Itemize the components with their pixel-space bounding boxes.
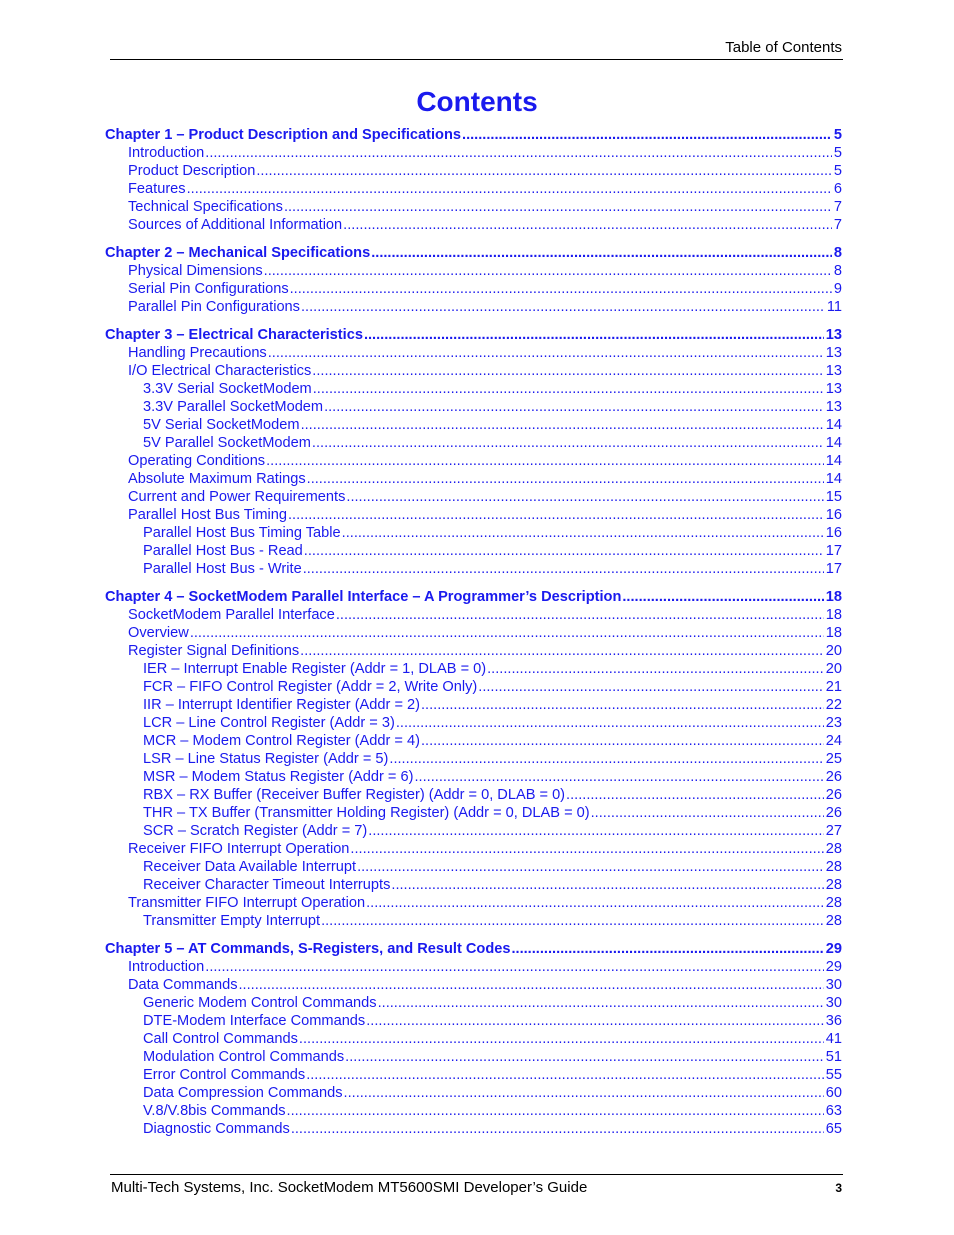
toc-entry-page: 51 xyxy=(825,1049,842,1065)
toc-entry-page: 22 xyxy=(825,697,842,713)
toc-entry-page: 13 xyxy=(825,381,842,397)
toc-entry-page: 7 xyxy=(833,199,842,215)
toc-entry-title: Register Signal Definitions xyxy=(128,643,300,659)
toc-entry-page: 5 xyxy=(833,163,842,179)
toc-entry-title: MSR – Modem Status Register (Addr = 6) xyxy=(143,769,414,785)
toc-entry-page: 14 xyxy=(825,471,842,487)
toc-subsection-entry[interactable] xyxy=(105,768,842,786)
page-header xyxy=(110,37,843,60)
toc-entry-title: Call Control Commands xyxy=(143,1031,298,1047)
toc-dot-leader xyxy=(421,696,824,714)
toc-entry-page: 29 xyxy=(825,941,842,957)
toc-entry-title: Receiver FIFO Interrupt Operation xyxy=(128,841,350,857)
toc-entry-title: LSR – Line Status Register (Addr = 5) xyxy=(143,751,389,767)
toc-entry-page: 18 xyxy=(825,589,842,605)
toc-subsection-entry[interactable] xyxy=(105,398,842,416)
toc-dot-leader xyxy=(301,416,824,434)
toc-dot-leader xyxy=(591,804,824,822)
toc-dot-leader xyxy=(307,470,824,488)
toc-entry-title: LCR – Line Control Register (Addr = 3) xyxy=(143,715,395,731)
page-footer xyxy=(110,1174,843,1196)
toc-subsection-entry[interactable] xyxy=(105,750,842,768)
toc-section-entry[interactable] xyxy=(105,162,842,180)
toc-dot-leader xyxy=(344,1084,824,1102)
toc-subsection-entry[interactable] xyxy=(105,1066,842,1084)
toc-entry-page: 30 xyxy=(825,995,842,1011)
toc-subsection-entry[interactable] xyxy=(105,858,842,876)
toc-entry-title: Parallel Host Bus Timing xyxy=(128,507,287,523)
toc-entry-page: 15 xyxy=(825,489,842,505)
toc-dot-leader xyxy=(343,216,832,234)
toc-entry-title: Chapter 5 – AT Commands, S-Registers, and Result Codes xyxy=(105,941,511,957)
toc-entry-title: Introduction xyxy=(128,959,205,975)
toc-dot-leader xyxy=(345,1048,824,1066)
toc-section-entry[interactable] xyxy=(105,180,842,198)
toc-subsection-entry[interactable] xyxy=(105,714,842,732)
toc-entry-page: 9 xyxy=(833,281,842,297)
toc-section-entry[interactable] xyxy=(105,894,842,912)
toc-entry-page: 13 xyxy=(825,363,842,379)
toc-section-entry[interactable] xyxy=(105,606,842,624)
toc-section-entry[interactable] xyxy=(105,470,842,488)
toc-entry-page: 60 xyxy=(825,1085,842,1101)
toc-entry-page: 26 xyxy=(825,805,842,821)
toc-dot-leader xyxy=(304,542,824,560)
toc-subsection-entry[interactable] xyxy=(105,416,842,434)
toc-entry-page: 16 xyxy=(825,507,842,523)
toc-dot-leader xyxy=(368,822,824,840)
toc-section-entry[interactable] xyxy=(105,362,842,380)
toc-dot-leader xyxy=(256,162,832,180)
page-title: Contents xyxy=(416,86,538,117)
toc-entry-page: 28 xyxy=(825,895,842,911)
toc-subsection-entry[interactable] xyxy=(105,994,842,1012)
toc-dot-leader xyxy=(396,714,824,732)
toc-subsection-entry[interactable] xyxy=(105,1012,842,1030)
toc-entry-title: Modulation Control Commands xyxy=(143,1049,345,1065)
toc-dot-leader xyxy=(300,642,824,660)
toc-entry-title: DTE-Modem Interface Commands xyxy=(143,1013,366,1029)
toc-entry-title: Chapter 4 – SocketModem Parallel Interface – A Programmer’s Description xyxy=(105,589,622,605)
toc-entry-page: 8 xyxy=(833,245,842,261)
toc-dot-leader xyxy=(511,940,823,958)
toc-subsection-entry[interactable] xyxy=(105,560,842,578)
toc-entry-page: 13 xyxy=(825,345,842,361)
toc-section-entry[interactable] xyxy=(105,976,842,994)
toc-chapter-entry[interactable] xyxy=(105,244,842,262)
toc-subsection-entry[interactable] xyxy=(105,380,842,398)
toc-entry-page: 23 xyxy=(825,715,842,731)
toc-section-entry[interactable] xyxy=(105,298,842,316)
toc-entry-title: Features xyxy=(128,181,186,197)
toc-dot-leader xyxy=(266,452,824,470)
toc-entry-title: Parallel Pin Configurations xyxy=(128,299,300,315)
toc-section-entry[interactable] xyxy=(105,488,842,506)
toc-dot-leader xyxy=(324,398,824,416)
toc-entry-page: 27 xyxy=(825,823,842,839)
toc-entry-title: Absolute Maximum Ratings xyxy=(128,471,306,487)
toc-entry-page: 28 xyxy=(825,877,842,893)
toc-dot-leader xyxy=(190,624,824,642)
toc-entry-page: 20 xyxy=(825,661,842,677)
toc-entry-title: MCR – Modem Control Register (Addr = 4) xyxy=(143,733,420,749)
toc-subsection-entry[interactable] xyxy=(105,1030,842,1048)
toc-entry-page: 17 xyxy=(825,543,842,559)
toc-entry-title: IIR – Interrupt Identifier Register (Addr = 2) xyxy=(143,697,420,713)
toc-entry-page: 29 xyxy=(825,959,842,975)
toc-subsection-entry[interactable] xyxy=(105,1120,842,1138)
toc-entry-title: I/O Electrical Characteristics xyxy=(128,363,312,379)
toc-entry-page: 24 xyxy=(825,733,842,749)
toc-chapter-entry[interactable] xyxy=(105,326,842,344)
toc-dot-leader xyxy=(301,298,825,316)
toc-subsection-entry[interactable] xyxy=(105,822,842,840)
toc-entry-title: Data Commands xyxy=(128,977,238,993)
toc-subsection-entry[interactable] xyxy=(105,786,842,804)
toc-entry-page: 5 xyxy=(833,145,842,161)
toc-section-entry[interactable] xyxy=(105,198,842,216)
toc-subsection-entry[interactable] xyxy=(105,876,842,894)
toc-entry-title: Operating Conditions xyxy=(128,453,266,469)
toc-entry-title: Transmitter Empty Interrupt xyxy=(143,913,321,929)
toc-entry-page: 5 xyxy=(833,127,842,143)
toc-chapter-entry[interactable] xyxy=(105,940,842,958)
toc-entry-page: 28 xyxy=(825,841,842,857)
toc-entry-title: THR – TX Buffer (Transmitter Holding Register) (Addr = 0, DLAB = 0) xyxy=(143,805,590,821)
toc-dot-leader xyxy=(291,1120,824,1138)
toc-subsection-entry[interactable] xyxy=(105,678,842,696)
toc-entry-title: Parallel Host Bus - Read xyxy=(143,543,303,559)
toc-entry-title: Current and Power Requirements xyxy=(128,489,346,505)
toc-entry-page: 55 xyxy=(825,1067,842,1083)
table-of-contents xyxy=(105,126,842,1138)
toc-dot-leader xyxy=(462,126,832,144)
toc-dot-leader xyxy=(287,1102,824,1120)
toc-subsection-entry[interactable] xyxy=(105,804,842,822)
toc-dot-leader xyxy=(371,244,832,262)
toc-dot-leader xyxy=(342,524,824,542)
toc-dot-leader xyxy=(566,786,824,804)
toc-entry-title: Serial Pin Configurations xyxy=(128,281,289,297)
toc-entry-title: Data Compression Commands xyxy=(143,1085,343,1101)
toc-entry-page: 18 xyxy=(825,607,842,623)
toc-subsection-entry[interactable] xyxy=(105,542,842,560)
toc-dot-leader xyxy=(205,958,824,976)
toc-entry-title: Introduction xyxy=(128,145,205,161)
toc-subsection-entry[interactable] xyxy=(105,732,842,750)
toc-dot-leader xyxy=(268,344,824,362)
toc-subsection-entry[interactable] xyxy=(105,660,842,678)
footer-page-number: 3 xyxy=(835,1181,842,1195)
toc-dot-leader xyxy=(290,280,832,298)
toc-dot-leader xyxy=(478,678,824,696)
toc-entry-page: 8 xyxy=(833,263,842,279)
toc-entry-page: 28 xyxy=(825,913,842,929)
toc-dot-leader xyxy=(389,750,823,768)
toc-entry-page: 36 xyxy=(825,1013,842,1029)
toc-dot-leader xyxy=(284,198,832,216)
toc-section-entry[interactable] xyxy=(105,958,842,976)
toc-entry-title: Sources of Additional Information xyxy=(128,217,343,233)
toc-chapter-entry[interactable] xyxy=(105,588,842,606)
toc-entry-page: 11 xyxy=(826,299,842,315)
toc-subsection-entry[interactable] xyxy=(105,1084,842,1102)
toc-dot-leader xyxy=(487,660,824,678)
toc-dot-leader xyxy=(239,976,824,994)
toc-entry-title: Parallel Host Bus - Write xyxy=(143,561,302,577)
toc-entry-page: 28 xyxy=(825,859,842,875)
toc-entry-title: Receiver Character Timeout Interrupts xyxy=(143,877,391,893)
toc-entry-page: 21 xyxy=(825,679,842,695)
toc-dot-leader xyxy=(187,180,832,198)
toc-entry-page: 16 xyxy=(825,525,842,541)
toc-section-entry[interactable] xyxy=(105,642,842,660)
toc-dot-leader xyxy=(622,588,823,606)
toc-dot-leader xyxy=(364,326,824,344)
toc-section-entry[interactable] xyxy=(105,506,842,524)
toc-entry-page: 65 xyxy=(825,1121,842,1137)
toc-entry-page: 14 xyxy=(825,417,842,433)
toc-entry-title: Chapter 2 – Mechanical Specifications xyxy=(105,245,371,261)
toc-section-entry[interactable] xyxy=(105,144,842,162)
toc-entry-title: Chapter 3 – Electrical Characteristics xyxy=(105,327,363,343)
toc-entry-page: 14 xyxy=(825,453,842,469)
toc-entry-title: Chapter 1 – Product Description and Specifications xyxy=(105,127,462,143)
toc-entry-title: Generic Modem Control Commands xyxy=(143,995,377,1011)
toc-entry-title: FCR – FIFO Control Register (Addr = 2, Write Only) xyxy=(143,679,478,695)
toc-dot-leader xyxy=(303,560,824,578)
toc-chapter-entry[interactable] xyxy=(105,126,842,144)
toc-entry-page: 6 xyxy=(833,181,842,197)
toc-entry-title: Receiver Data Available Interrupt xyxy=(143,859,357,875)
toc-entry-title: Error Control Commands xyxy=(143,1067,306,1083)
toc-entry-page: 7 xyxy=(833,217,842,233)
toc-dot-leader xyxy=(306,1066,824,1084)
toc-entry-title: Diagnostic Commands xyxy=(143,1121,290,1137)
toc-entry-title: 3.3V Serial SocketModem xyxy=(143,381,312,397)
toc-entry-title: Physical Dimensions xyxy=(128,263,263,279)
toc-entry-title: Product Description xyxy=(128,163,256,179)
toc-subsection-entry[interactable] xyxy=(105,1048,842,1066)
toc-entry-page: 26 xyxy=(825,787,842,803)
toc-entry-title: RBX – RX Buffer (Receiver Buffer Register) (Addr = 0, DLAB = 0) xyxy=(143,787,566,803)
toc-dot-leader xyxy=(321,912,824,930)
toc-entry-page: 41 xyxy=(825,1031,842,1047)
toc-dot-leader xyxy=(264,262,832,280)
toc-dot-leader xyxy=(357,858,824,876)
toc-entry-title: SCR – Scratch Register (Addr = 7) xyxy=(143,823,368,839)
toc-entry-page: 13 xyxy=(825,327,842,343)
toc-dot-leader xyxy=(299,1030,824,1048)
toc-dot-leader xyxy=(421,732,824,750)
toc-dot-leader xyxy=(346,488,823,506)
toc-entry-title: V.8/V.8bis Commands xyxy=(143,1103,286,1119)
toc-entry-title: Handling Precautions xyxy=(128,345,267,361)
toc-subsection-entry[interactable] xyxy=(105,434,842,452)
toc-entry-title: SocketModem Parallel Interface xyxy=(128,607,335,623)
toc-entry-page: 13 xyxy=(825,399,842,415)
header-title: Table of Contents xyxy=(725,39,842,56)
toc-section-entry[interactable] xyxy=(105,624,842,642)
toc-subsection-entry[interactable] xyxy=(105,1102,842,1120)
toc-entry-title: 5V Serial SocketModem xyxy=(143,417,300,433)
toc-entry-title: Overview xyxy=(128,625,189,641)
toc-entry-title: IER – Interrupt Enable Register (Addr = 1, DLAB = 0) xyxy=(143,661,487,677)
toc-dot-leader xyxy=(313,380,824,398)
toc-entry-page: 63 xyxy=(825,1103,842,1119)
toc-dot-leader xyxy=(391,876,823,894)
toc-dot-leader xyxy=(312,434,824,452)
toc-entry-title: 5V Parallel SocketModem xyxy=(143,435,311,451)
toc-dot-leader xyxy=(415,768,824,786)
toc-dot-leader xyxy=(366,1012,824,1030)
toc-entry-title: Technical Specifications xyxy=(128,199,283,215)
toc-entry-page: 14 xyxy=(825,435,842,451)
toc-section-entry[interactable] xyxy=(105,216,842,234)
toc-dot-leader xyxy=(312,362,823,380)
toc-subsection-entry[interactable] xyxy=(105,524,842,542)
toc-entry-page: 30 xyxy=(825,977,842,993)
toc-entry-page: 17 xyxy=(825,561,842,577)
toc-section-entry[interactable] xyxy=(105,840,842,858)
toc-section-entry[interactable] xyxy=(105,452,842,470)
toc-subsection-entry[interactable] xyxy=(105,696,842,714)
toc-dot-leader xyxy=(350,840,823,858)
toc-entry-page: 20 xyxy=(825,643,842,659)
toc-section-entry[interactable] xyxy=(105,262,842,280)
toc-dot-leader xyxy=(336,606,824,624)
toc-section-entry[interactable] xyxy=(105,280,842,298)
toc-subsection-entry[interactable] xyxy=(105,912,842,930)
toc-entry-title: 3.3V Parallel SocketModem xyxy=(143,399,324,415)
toc-entry-title: Parallel Host Bus Timing Table xyxy=(143,525,341,541)
toc-dot-leader xyxy=(366,894,824,912)
toc-section-entry[interactable] xyxy=(105,344,842,362)
toc-entry-title: Transmitter FIFO Interrupt Operation xyxy=(128,895,366,911)
toc-entry-page: 26 xyxy=(825,769,842,785)
footer-document-title: Multi-Tech Systems, Inc. SocketModem MT5600SMI Developer’s Guide xyxy=(111,1179,588,1196)
toc-dot-leader xyxy=(205,144,832,162)
toc-entry-page: 25 xyxy=(825,751,842,767)
toc-dot-leader xyxy=(378,994,824,1012)
toc-dot-leader xyxy=(288,506,824,524)
toc-entry-page: 18 xyxy=(825,625,842,641)
